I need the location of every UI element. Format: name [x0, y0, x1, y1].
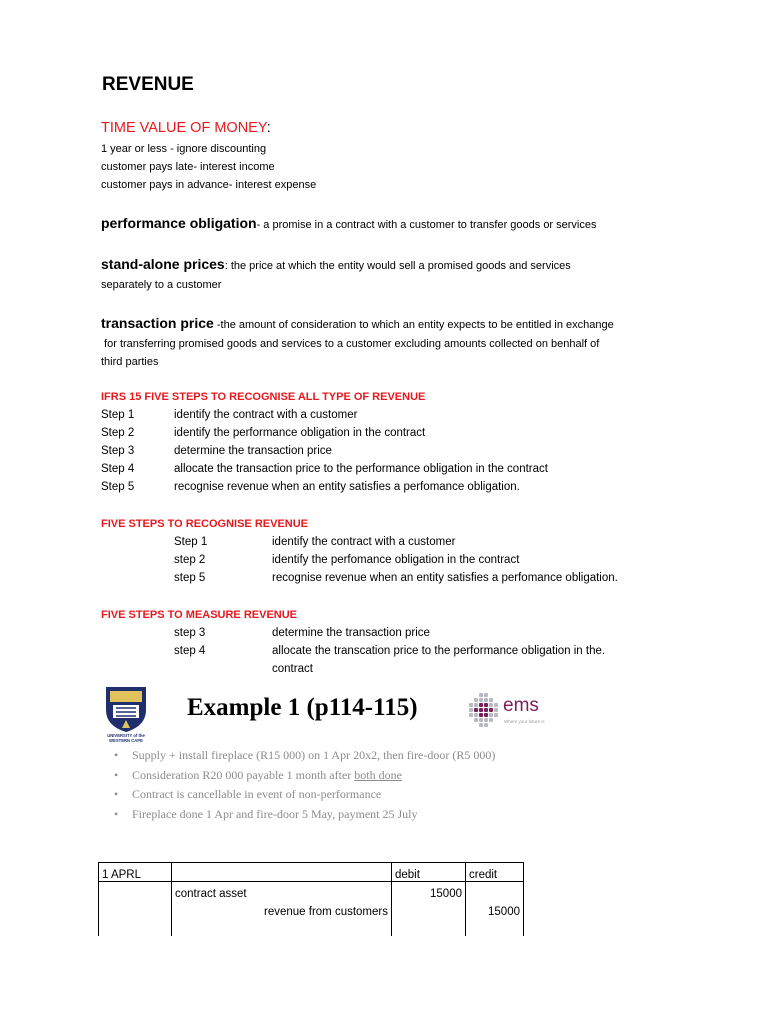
ifrs-step-text: identify the contract with a customer	[174, 409, 358, 421]
page-title: REVENUE	[102, 74, 194, 95]
def-transaction-price-cont-2: third parties	[101, 356, 159, 368]
tvm-line-3: customer pays in advance- interest expense	[101, 179, 317, 191]
example-bullet: • Fireplace done 1 Apr and fire-door 5 May, payment 25 July	[114, 805, 495, 825]
journal-cell-empty	[172, 918, 392, 936]
ifrs-step-label: Step 3	[101, 445, 135, 457]
ems-dot	[489, 703, 493, 707]
example-bullet-list	[114, 746, 495, 824]
ems-dot	[489, 713, 493, 717]
ems-dot	[494, 708, 498, 712]
journal-account: revenue from customers	[172, 900, 392, 918]
def-standalone-prices-cont: separately to a customer	[101, 279, 222, 291]
ems-dot	[484, 693, 488, 697]
tvm-heading	[101, 120, 271, 136]
ems-dot	[484, 718, 488, 722]
journal-cell-empty	[99, 900, 172, 918]
term-performance-obligation: performance obligation	[101, 215, 257, 231]
ems-dot	[479, 703, 483, 707]
def-standalone-prices: : the price at which the entity would sell a promised goods and services	[224, 260, 571, 272]
ems-dot	[479, 713, 483, 717]
recognise-step-label: step 5	[174, 572, 206, 584]
ifrs-step-text: identify the performance obligation in the contract	[174, 427, 426, 439]
ems-dot	[479, 718, 483, 722]
measure-step-text: allocate the transcation price to the performance obligation in the.	[272, 645, 606, 657]
journal-cell-empty	[392, 918, 466, 936]
ems-dot	[484, 723, 488, 727]
ifrs-step-text: determine the transaction price	[174, 445, 332, 457]
term-standalone-prices: stand-alone prices	[101, 256, 225, 272]
def-transaction-price: -the amount of consideration to which an entity expects to be entitled in exchange	[213, 319, 614, 331]
recognise-step-label: Step 1	[174, 536, 208, 548]
ems-dot	[474, 703, 478, 707]
ifrs-step-text: allocate the transaction price to the performance obligation in the contract	[174, 463, 548, 475]
ems-dot	[474, 698, 478, 702]
ems-dot	[474, 708, 478, 712]
journal-entry-table	[98, 862, 524, 936]
journal-credit-header: credit	[466, 863, 524, 882]
journal-debit-header: debit	[392, 863, 466, 882]
recognise-step-label: step 2	[174, 554, 206, 566]
journal-header-row	[99, 863, 524, 882]
ems-dot	[469, 703, 473, 707]
recognise-heading: FIVE STEPS TO RECOGNISE REVENUE	[101, 518, 309, 530]
ifrs-step-label: Step 1	[101, 409, 135, 421]
ems-dots-icon	[466, 689, 502, 733]
term-transaction-price: transaction price	[101, 315, 214, 331]
uwc-crest-icon	[102, 684, 150, 734]
journal-debit: 15000	[392, 882, 466, 901]
measure-heading: FIVE STEPS TO MEASURE REVENUE	[101, 609, 298, 621]
measure-step-label: step 3	[174, 627, 206, 639]
ems-dot	[474, 718, 478, 722]
ifrs-step-label: Step 2	[101, 427, 135, 439]
recognise-step-text: identify the contract with a customer	[272, 536, 456, 548]
ifrs-heading: IFRS 15 FIVE STEPS TO RECOGNISE ALL TYPE OF REVENUE	[101, 391, 426, 403]
journal-credit: 15000	[466, 900, 524, 918]
ems-dot	[479, 723, 483, 727]
example-bullet	[114, 766, 495, 786]
journal-cell-empty	[466, 918, 524, 936]
definition-standalone-prices	[101, 256, 571, 275]
ems-dot	[484, 698, 488, 702]
ems-dot	[494, 713, 498, 717]
ifrs-step-label: Step 4	[101, 463, 135, 475]
def-performance-obligation: - a promise in a contract with a customer to transfer goods or services	[256, 219, 597, 231]
tvm-heading-colon: :	[266, 120, 271, 136]
ems-logo-text: ems	[503, 695, 539, 716]
ems-dot	[479, 708, 483, 712]
ems-dot	[479, 698, 483, 702]
journal-row	[99, 882, 524, 901]
recognise-step-text: identify the perfomance obligation in the contract	[272, 554, 520, 566]
ems-dot	[489, 718, 493, 722]
example-bullet: • Contract is cancellable in event of non-performance	[114, 785, 495, 805]
ems-dot	[489, 698, 493, 702]
example-bullet: • Supply + install fireplace (R15 000) on 1 Apr 20x2, then fire-door (R5 000)	[114, 746, 495, 766]
ems-dot	[484, 708, 488, 712]
ems-logo-tagline: Where your future is	[504, 719, 545, 724]
tvm-heading-text: TIME VALUE OF MONEY	[101, 120, 267, 136]
tvm-line-2: customer pays late- interest income	[101, 161, 275, 173]
uwc-logo-caption: UNIVERSITY of the WESTERN CAPE	[107, 733, 145, 743]
ems-logo	[466, 689, 561, 737]
journal-account: contract asset	[172, 882, 392, 901]
journal-date: 1 APRL	[99, 863, 172, 882]
ems-dot	[494, 703, 498, 707]
tvm-line-1: 1 year or less - ignore discounting	[101, 143, 267, 155]
example-title: Example 1 (p114-115)	[187, 694, 418, 721]
example-bullet-text: Consideration R20 000 payable 1 month after	[132, 767, 355, 782]
ifrs-step-label: Step 5	[101, 481, 135, 493]
def-transaction-price-cont-1: for transferring promised goods and services to a customer excluding amounts collected on benhalf of	[101, 338, 600, 350]
ifrs-step-text: recognise revenue when an entity satisfies a perfomance obligation.	[174, 481, 520, 493]
ems-dot	[484, 713, 488, 717]
uwc-logo	[102, 684, 150, 746]
journal-account-header	[172, 863, 392, 882]
ems-dot	[484, 703, 488, 707]
journal-row	[99, 900, 524, 918]
measure-step-label: step 4	[174, 645, 206, 657]
journal-debit	[392, 900, 466, 918]
measure-step-continuation: contract	[272, 663, 313, 675]
ems-dot	[469, 708, 473, 712]
ems-dot	[479, 693, 483, 697]
definition-transaction-price	[101, 315, 614, 334]
journal-credit	[466, 882, 524, 901]
journal-cell-empty	[99, 882, 172, 901]
ems-dot	[489, 708, 493, 712]
example-bullet-underlined: both done	[354, 767, 402, 782]
ems-dot	[474, 713, 478, 717]
ems-dot	[469, 713, 473, 717]
journal-row	[99, 918, 524, 936]
definition-performance-obligation	[101, 215, 597, 234]
recognise-step-text: recognise revenue when an entity satisfies a perfomance obligation.	[272, 572, 618, 584]
journal-cell-empty	[99, 918, 172, 936]
measure-step-text: determine the transaction price	[272, 627, 430, 639]
